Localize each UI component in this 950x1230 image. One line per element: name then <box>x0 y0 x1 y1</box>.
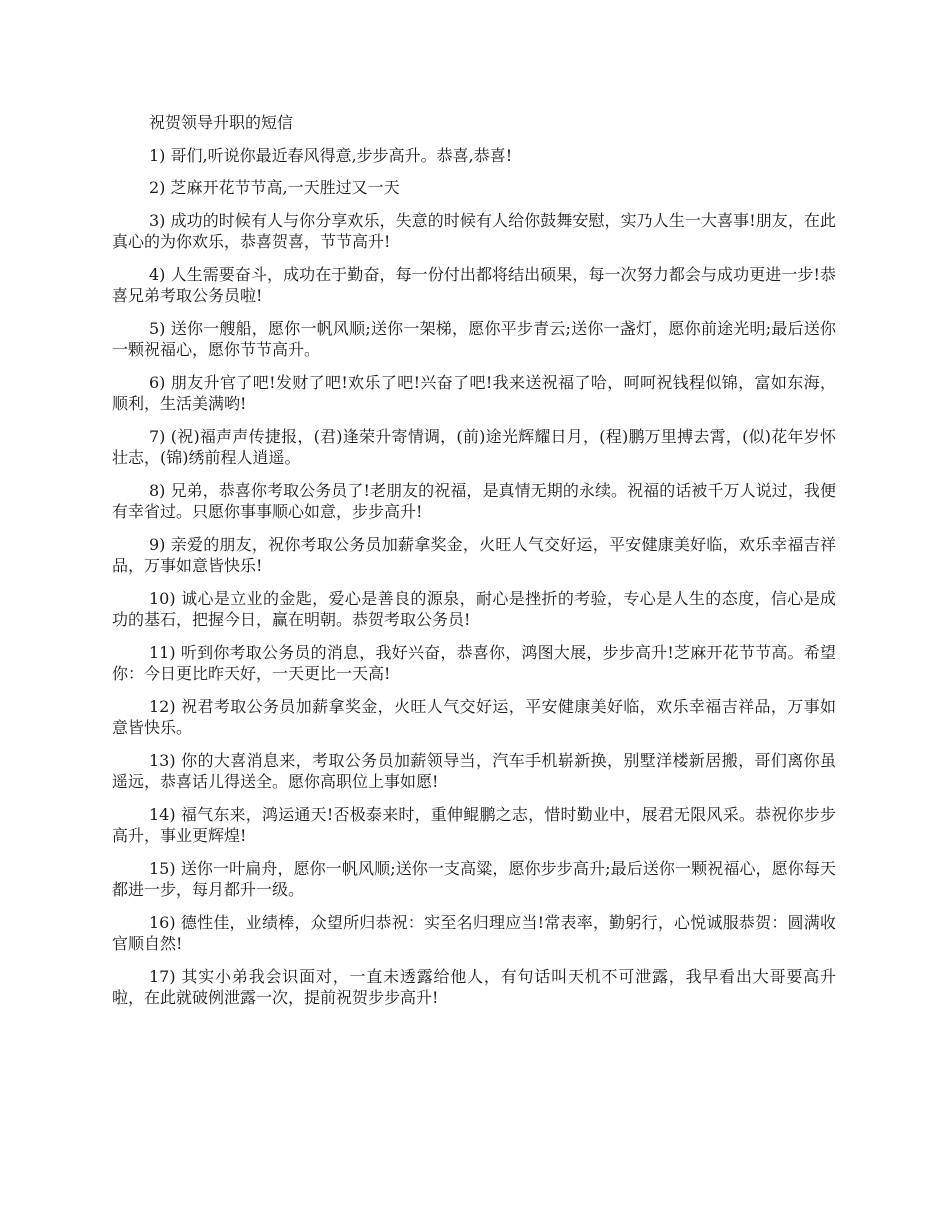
message-paragraph-3: 3) 成功的时候有人与你分享欢乐，失意的时候有人给你鼓舞安慰，实乃人生一大喜事!朋友，在此真心的为你欢乐，恭喜贺喜，节节高升! <box>112 210 836 251</box>
message-paragraph-13: 13) 你的大喜消息来，考取公务员加薪领导当，汽车手机崭新换，别墅洋楼新居搬，哥们离你虽遥远，恭喜话儿得送全。愿你高职位上事如愿! <box>112 750 836 791</box>
message-paragraph-16: 16) 德性佳，业绩棒，众望所归恭祝：实至名归理应当!常表率，勤躬行，心悦诚服恭贺：圆满收官顺自然! <box>112 912 836 953</box>
document-title: 祝贺领导升职的短信 <box>149 113 294 132</box>
message-paragraph-10: 10) 诚心是立业的金匙，爱心是善良的源泉，耐心是挫折的考验，专心是人生的态度，信心是成功的基石，把握今日，赢在明朝。恭贺考取公务员! <box>112 588 836 629</box>
message-paragraph-6: 6) 朋友升官了吧!发财了吧!欢乐了吧!兴奋了吧!我来送祝福了哈，呵呵祝钱程似锦，富如东海，顺利，生活美满哟! <box>112 372 836 413</box>
message-paragraph-7: 7) (祝)福声声传捷报，(君)逢荣升寄情调，(前)途光辉耀日月，(程)鹏万里搏去霄，(似)花年岁怀壮志，(锦)绣前程人逍遥。 <box>112 426 836 467</box>
document-body <box>112 112 836 1020</box>
message-paragraph-4: 4) 人生需要奋斗，成功在于勤奋，每一份付出都将结出硕果，每一次努力都会与成功更进一步!恭喜兄弟考取公务员啦! <box>112 264 836 305</box>
message-paragraph-8: 8) 兄弟，恭喜你考取公务员了!老朋友的祝福，是真情无期的永续。祝福的话被千万人说过，我便有幸省过。只愿你事事顺心如意，步步高升! <box>112 480 836 521</box>
message-paragraph-2: 2) 芝麻开花节节高,一天胜过又一天 <box>149 178 400 197</box>
message-paragraph-5: 5) 送你一艘船，愿你一帆风顺;送你一架梯，愿你平步青云;送你一盏灯，愿你前途光明;最后送你一颗祝福心，愿你节节高升。 <box>112 318 836 359</box>
message-paragraph-15: 15) 送你一叶扁舟，愿你一帆风顺;送你一支高粱，愿你步步高升;最后送你一颗祝福心，愿你每天都进一步，每月都升一级。 <box>112 858 836 899</box>
message-paragraph-11: 11) 听到你考取公务员的消息，我好兴奋，恭喜你，鸿图大展，步步高升!芝麻开花节节高。希望你：今日更比昨天好，一天更比一天高! <box>112 642 836 683</box>
message-paragraph-14: 14) 福气东来，鸿运通天!否极泰来时，重伸鲲鹏之志，惜时勤业中，展君无限风采。恭祝你步步高升，事业更辉煌! <box>112 804 836 845</box>
message-paragraph-12: 12) 祝君考取公务员加薪拿奖金，火旺人气交好运，平安健康美好临，欢乐幸福吉祥品，万事如意皆快乐。 <box>112 696 836 737</box>
message-paragraph-9: 9) 亲爱的朋友，祝你考取公务员加薪拿奖金，火旺人气交好运，平安健康美好临，欢乐幸福吉祥品，万事如意皆快乐! <box>112 534 836 575</box>
message-paragraph-17: 17) 其实小弟我会识面对，一直未透露给他人，有句话叫天机不可泄露，我早看出大哥要高升啦，在此就破例泄露一次，提前祝贺步步高升! <box>112 966 836 1007</box>
message-paragraph-1: 1) 哥们,听说你最近春风得意,步步高升。恭喜,恭喜! <box>149 145 513 165</box>
